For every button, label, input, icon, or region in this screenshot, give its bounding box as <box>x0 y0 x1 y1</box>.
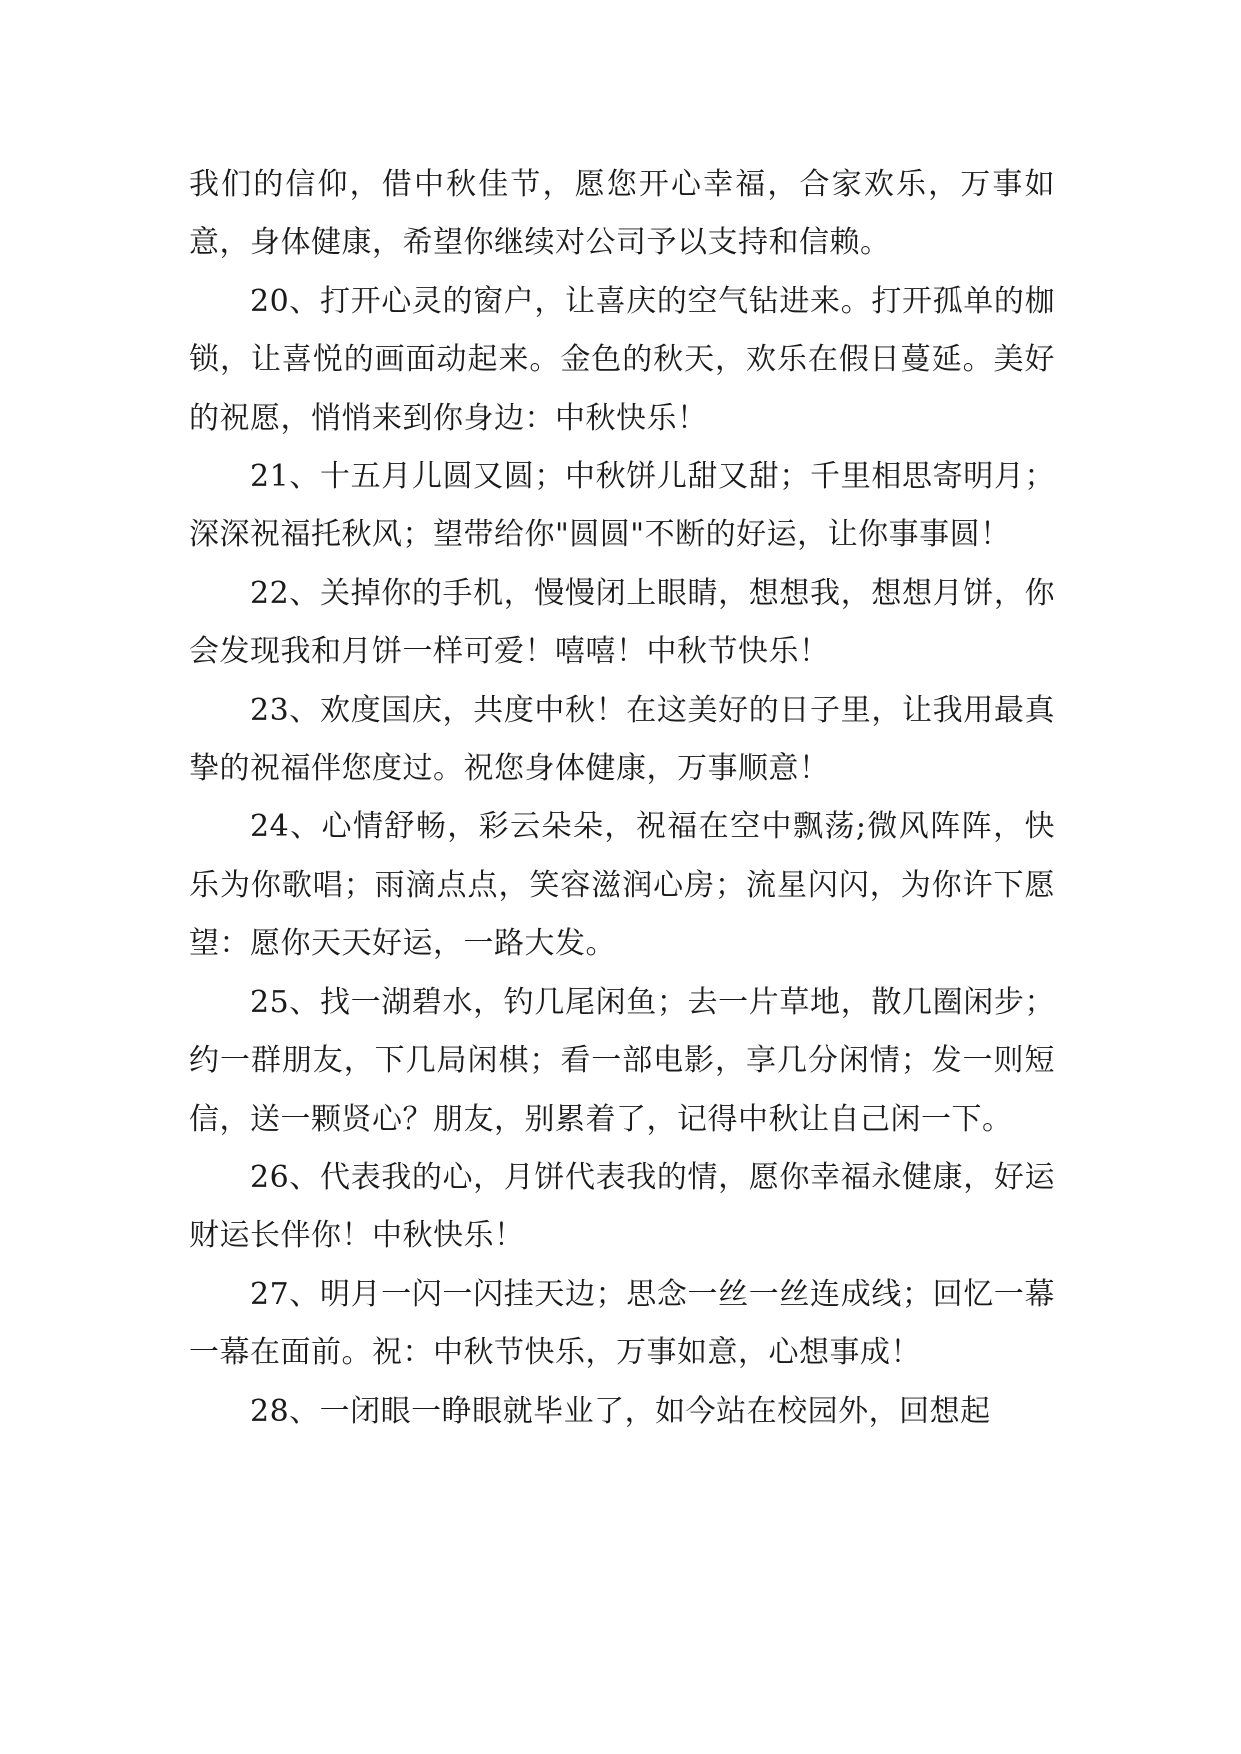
paragraph-20: 20、打开心灵的窗户，让喜庆的空气钻进来。打开孤单的枷锁，让喜悦的画面动起来。金色的秋天，欢乐在假日蔓延。美好的祝愿，悄悄来到你身边：中秋快乐！ <box>189 283 1055 436</box>
paragraph-28: 28、一闭眼一睁眼就毕业了，如今站在校园外，回想起 <box>250 1393 991 1429</box>
paragraph-21: 21、十五月儿圆又圆；中秋饼儿甜又甜；千里相思寄明月；深深祝福托秋风；望带给你"圆圆"不断的好运，让你事事圆！ <box>189 459 1055 553</box>
paragraph-24: 24、心情舒畅，彩云朵朵，祝福在空中飘荡;微风阵阵，快乐为你歌唱；雨滴点点，笑容滋润心房；流星闪闪，为你许下愿望：愿你天天好运，一路大发。 <box>189 809 1055 962</box>
paragraph-22: 22、关掉你的手机，慢慢闭上眼睛，想想我，想想月饼，你会发现我和月饼一样可爱！嘻嘻！中秋节快乐！ <box>189 575 1055 670</box>
paragraph-23: 23、欢度国庆，共度中秋！在这美好的日子里，让我用最真挚的祝福伴您度过。祝您身体健康，万事顺意！ <box>189 692 1055 787</box>
paragraph-continuation: 我们的信仰，借中秋佳节，愿您开心幸福，合家欢乐，万事如意，身体健康，希望你继续对公司予以支持和信赖。 <box>189 167 1055 261</box>
document-body <box>189 156 1055 1441</box>
paragraph-27: 27、明月一闪一闪挂天边；思念一丝一丝连成线；回忆一幕一幕在面前。祝：中秋节快乐，万事如意，心想事成！ <box>189 1276 1055 1371</box>
paragraph-26: 26、代表我的心，月饼代表我的情，愿你幸福永健康，好运财运长伴你！中秋快乐！ <box>189 1159 1055 1254</box>
paragraph-25: 25、找一湖碧水，钓几尾闲鱼；去一片草地，散几圈闲步；约一群朋友，下几局闲棋；看一部电影，享几分闲情；发一则短信，送一颗贤心？朋友，别累着了，记得中秋让自己闲一下。 <box>189 984 1055 1137</box>
